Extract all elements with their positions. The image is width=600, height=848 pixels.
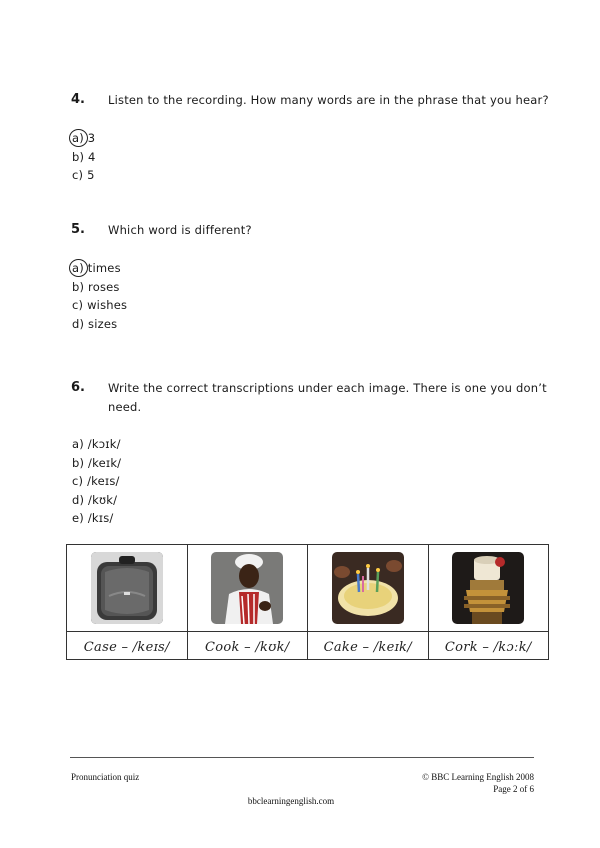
chef-image (211, 552, 283, 624)
question-4-text: Listen to the recording. How many words are in the phrase that you hear? (108, 93, 549, 107)
handwritten-answer: Cake – /keɪk/ (323, 640, 412, 655)
answer-cell-3[interactable] (308, 632, 429, 660)
answer-circle (69, 259, 88, 277)
question-6-text-line1: Write the correct transcriptions under each image. There is one you don’t (108, 381, 547, 395)
footer-page-number: Page 2 of 6 (493, 784, 534, 794)
option-a-selected[interactable]: a) times (72, 259, 127, 278)
question-6-options (72, 435, 121, 528)
image-cell-cake (308, 545, 429, 632)
question-6-text-line2: need. (108, 400, 142, 414)
option-d[interactable]: d) sizes (72, 316, 118, 331)
option-d: d) /kʊk/ (72, 492, 118, 507)
question-5-text: Which word is different? (108, 223, 252, 237)
option-a: a) /kɔɪk/ (72, 437, 121, 451)
option-b[interactable]: b) roses (72, 279, 120, 294)
suitcase-image (91, 552, 163, 624)
handwritten-answer: Cook – /kʊk/ (205, 640, 290, 655)
option-b: b) /keɪk/ (72, 455, 122, 470)
handwritten-answer: Case – /keɪs/ (83, 640, 170, 655)
option-b[interactable]: b) 4 (72, 149, 96, 164)
image-cell-case (67, 545, 188, 632)
image-answer-table (66, 544, 549, 660)
option-e: e) /kɪs/ (72, 511, 114, 525)
option-c[interactable]: c) 5 (72, 168, 95, 182)
footer-copyright: © BBC Learning English 2008 (422, 772, 534, 782)
image-cell-cook (187, 545, 308, 632)
answer-cell-4[interactable] (428, 632, 549, 660)
question-4-options (72, 129, 96, 185)
question-5-options (72, 259, 127, 333)
handwritten-answer: Cork – /kɔːk/ (444, 640, 532, 655)
footer-website: bbclearningenglish.com (247, 796, 335, 806)
answer-circle (69, 129, 88, 147)
answer-cell-2[interactable] (187, 632, 308, 660)
image-cell-cork (428, 545, 549, 632)
footer-divider (70, 757, 534, 758)
option-c[interactable]: c) wishes (72, 298, 128, 312)
option-c: c) /keɪs/ (72, 474, 120, 488)
footer-left: Pronunciation quiz (71, 772, 140, 782)
question-4-number: 4. (71, 92, 85, 107)
question-5-number: 5. (71, 222, 85, 237)
cork-bottle-image (452, 552, 524, 624)
birthday-cake-image (332, 552, 404, 624)
answer-cell-1[interactable] (67, 632, 188, 660)
question-6-number: 6. (71, 380, 85, 395)
option-a-selected[interactable]: a) 3 (72, 129, 96, 148)
